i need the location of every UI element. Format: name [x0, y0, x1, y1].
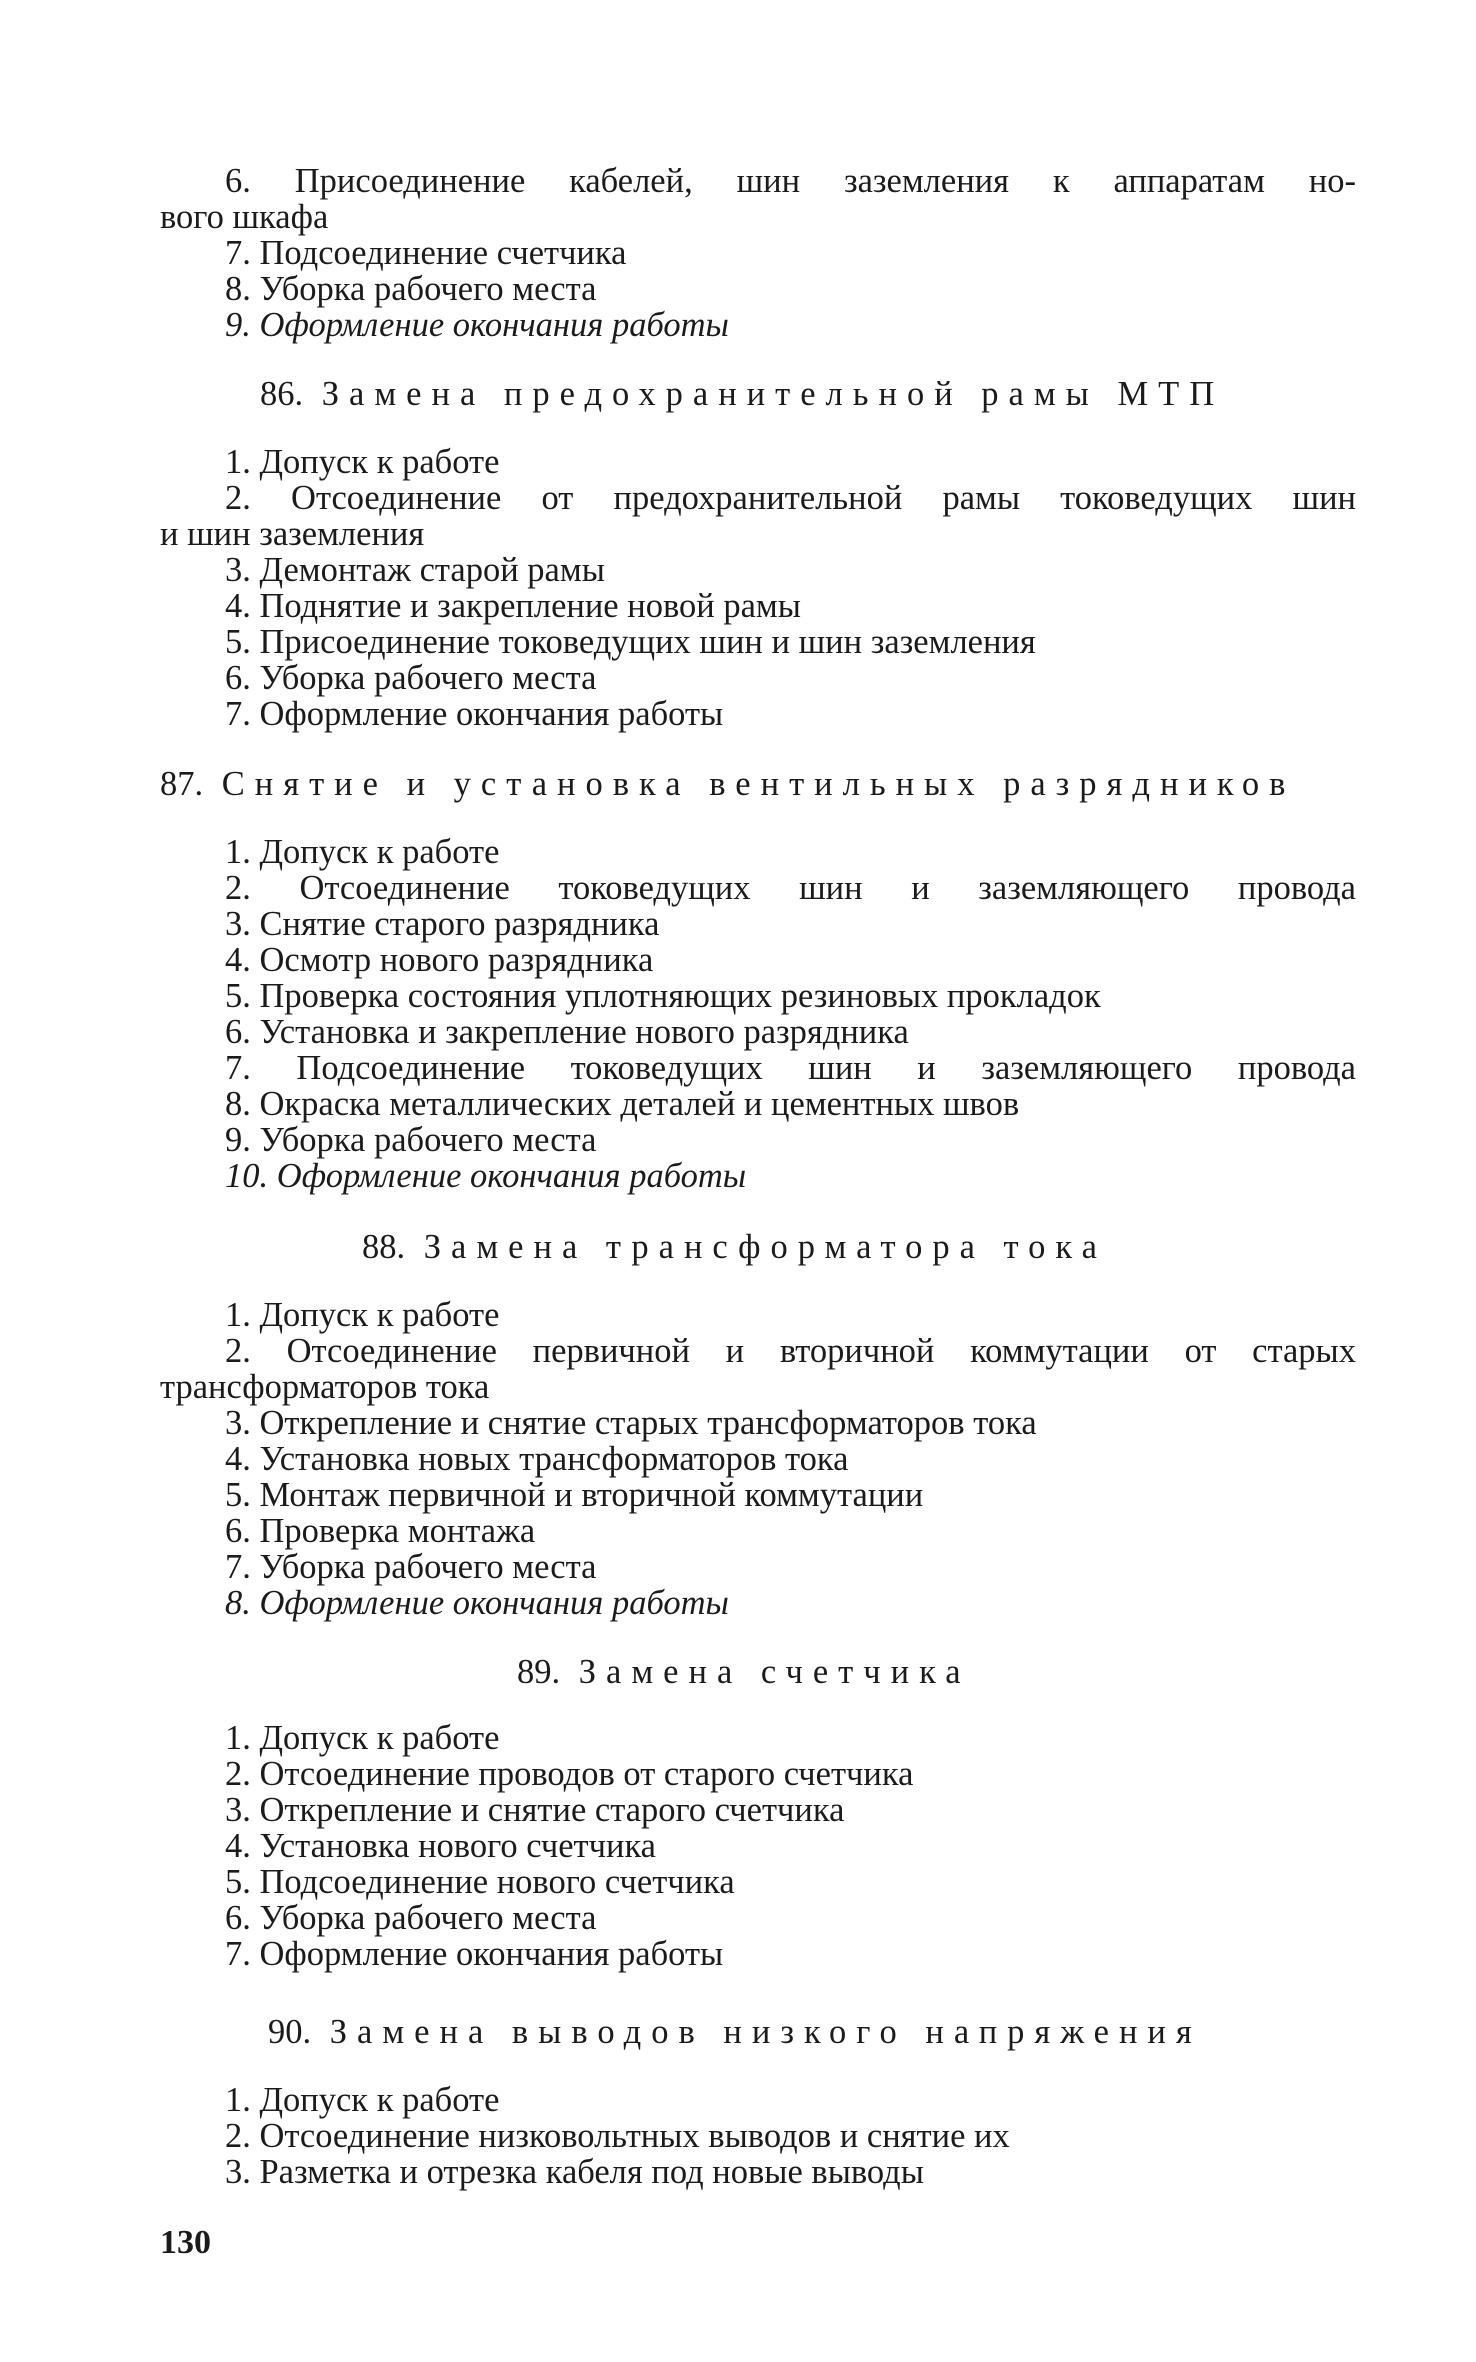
- section-number: 86.: [260, 375, 304, 413]
- section-heading-87: [160, 766, 1356, 802]
- list-item: 2. Отсоединение токоведущих шин и заземляющего провода: [225, 869, 1356, 907]
- list-item: 9. Оформление окончания работы: [225, 306, 729, 344]
- list-item: 3. Разметка и отрезка кабеля под новые выводы: [225, 2153, 924, 2191]
- section-title: Замена счетчика: [578, 1653, 971, 1691]
- section-title: Замена предохранительной рамы МТП: [321, 375, 1225, 413]
- list-item: 3. Снятие старого разрядника: [225, 905, 660, 943]
- list-item: 8. Уборка рабочего места: [225, 270, 597, 308]
- list-item: 6. Проверка монтажа: [225, 1512, 536, 1550]
- list-item: 3. Открепление и снятие старых трансформаторов тока: [225, 1404, 1037, 1442]
- list-item: 8. Оформление окончания работы: [225, 1584, 729, 1622]
- list-item: 1. Допуск к работе: [225, 833, 500, 871]
- list-item: 1. Допуск к работе: [225, 1296, 500, 1334]
- list-item: 1. Допуск к работе: [225, 1719, 500, 1757]
- list-item: 3. Открепление и снятие старого счетчика: [225, 1791, 845, 1829]
- list-item: 5. Подсоединение нового счетчика: [225, 1863, 735, 1901]
- list-item: 6. Уборка рабочего места: [225, 659, 597, 697]
- list-item: 2. Отсоединение низковольтных выводов и снятие их: [225, 2117, 1010, 2155]
- list-item: 7. Подсоединение счетчика: [225, 234, 627, 272]
- list-item: 4. Установка нового счетчика: [225, 1827, 656, 1865]
- list-item: 9. Уборка рабочего места: [225, 1121, 597, 1159]
- list-item: 6. Уборка рабочего места: [225, 1899, 597, 1937]
- section-heading-89: [517, 1654, 1356, 1690]
- section-title: Замена трансформатора тока: [423, 1228, 1107, 1266]
- list-item-continuation: и шин заземления: [160, 515, 425, 553]
- section-title: Снятие и установка вентильных разрядников: [221, 765, 1296, 803]
- page-number: 130: [160, 2224, 211, 2261]
- list-item: 5. Проверка состояния уплотняющих резиновых прокладок: [225, 977, 1101, 1015]
- list-item: 2. Отсоединение от предохранительной рамы токоведущих шин: [225, 479, 1356, 517]
- list-item: 2. Отсоединение проводов от старого счетчика: [225, 1755, 914, 1793]
- section-title: Замена выводов низкого напряжения: [329, 2013, 1202, 2051]
- list-item: 5. Присоединение токоведущих шин и шин заземления: [225, 623, 1036, 661]
- section-heading-90: [268, 2014, 1356, 2050]
- section-number: 89.: [517, 1653, 561, 1691]
- list-item: 4. Установка новых трансформаторов тока: [225, 1440, 849, 1478]
- list-item: 7. Подсоединение токоведущих шин и заземляющего провода: [225, 1049, 1356, 1087]
- list-item: 5. Монтаж первичной и вторичной коммутации: [225, 1476, 924, 1514]
- section-heading-86: [260, 376, 1356, 412]
- list-item: 6. Установка и закрепление нового разрядника: [225, 1013, 909, 1051]
- list-item: 7. Оформление окончания работы: [225, 1935, 724, 1973]
- section-number: 88.: [362, 1228, 406, 1266]
- section-number: 87.: [160, 765, 204, 803]
- list-item: 2. Отсоединение первичной и вторичной коммутации от старых: [225, 1332, 1356, 1370]
- section-number: 90.: [268, 2013, 312, 2051]
- list-item: 10. Оформление окончания работы: [225, 1157, 747, 1195]
- list-item: 4. Поднятие и закрепление новой рамы: [225, 587, 801, 625]
- list-item: 7. Уборка рабочего места: [225, 1548, 597, 1586]
- list-item: 7. Оформление окончания работы: [225, 695, 724, 733]
- list-item: 4. Осмотр нового разрядника: [225, 941, 654, 979]
- list-item: 6. Присоединение кабелей, шин заземления к аппаратам но-: [225, 162, 1356, 200]
- list-item: 8. Окраска металлических деталей и цементных швов: [225, 1085, 1020, 1123]
- section-heading-88: [362, 1229, 1356, 1265]
- list-item: 1. Допуск к работе: [225, 2081, 500, 2119]
- list-item: 1. Допуск к работе: [225, 443, 500, 481]
- list-item: 3. Демонтаж старой рамы: [225, 551, 605, 589]
- list-item-continuation: трансформаторов тока: [160, 1368, 490, 1406]
- list-item-continuation: вого шкафа: [160, 198, 329, 236]
